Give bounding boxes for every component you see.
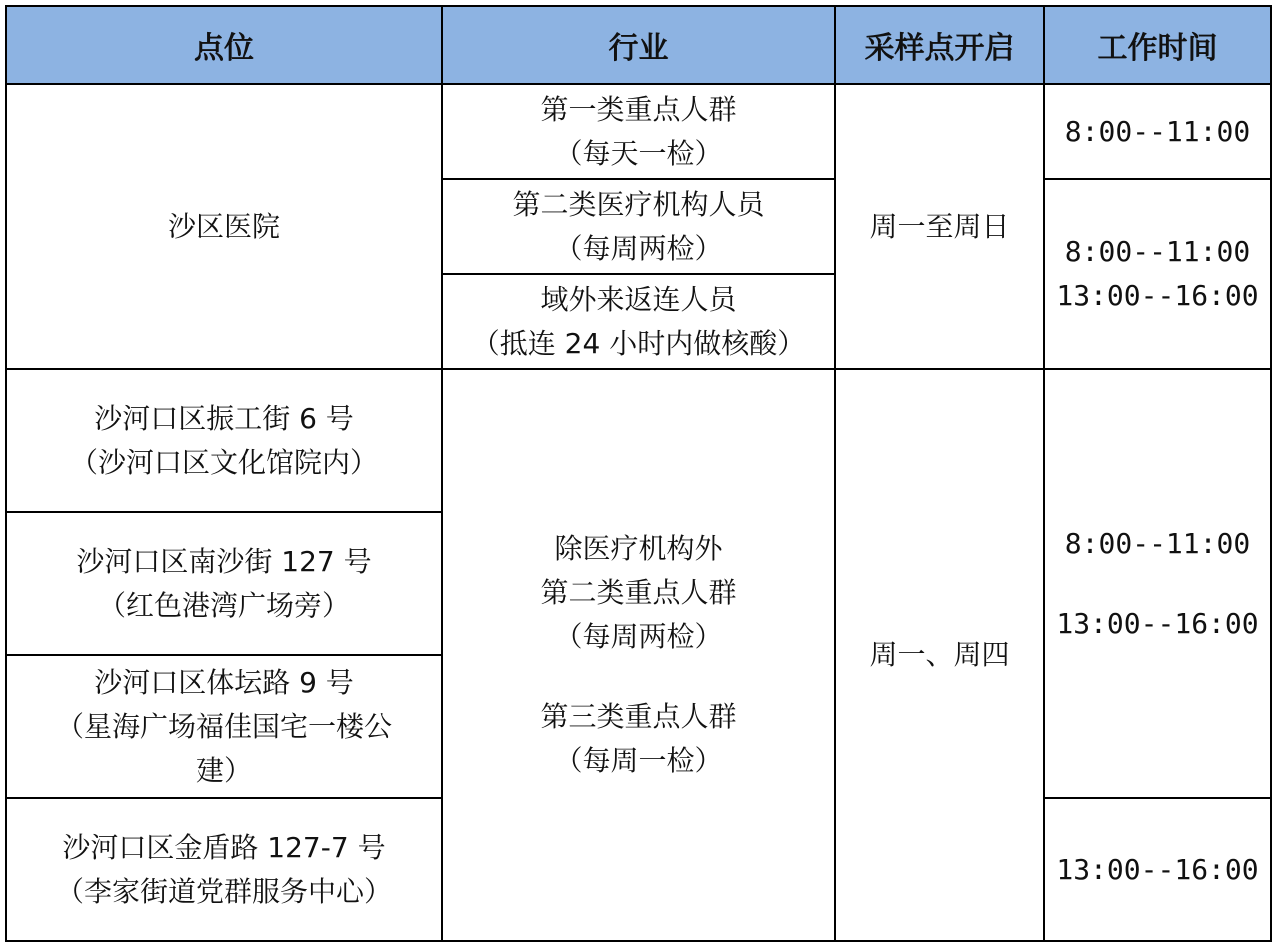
time-cell bbox=[1044, 84, 1271, 179]
days-text: 周一至周日 bbox=[869, 209, 1010, 243]
location-name: 沙区医院 bbox=[167, 209, 280, 243]
industry-line: 第二类重点人群 bbox=[540, 576, 737, 609]
location-line: （红色港湾广场旁） bbox=[97, 588, 350, 622]
days-cell bbox=[835, 84, 1044, 369]
industry-line: （每天一检） bbox=[554, 136, 723, 170]
time-text: 13:00--16:00 bbox=[1056, 606, 1259, 640]
location-cell bbox=[6, 655, 442, 798]
industry-cell bbox=[442, 179, 835, 274]
industry-cell bbox=[442, 274, 835, 369]
table-row bbox=[6, 369, 1271, 512]
location-cell bbox=[6, 512, 442, 655]
spacer bbox=[449, 659, 828, 695]
location-line: 沙河口区金盾路 127-7 号 bbox=[62, 830, 386, 864]
location-line: （沙河口区文化馆院内） bbox=[69, 445, 378, 479]
industry-line: 第一类重点人群 bbox=[540, 92, 737, 126]
header-work-time: 工作时间 bbox=[1044, 6, 1271, 84]
time-cell bbox=[1044, 369, 1271, 798]
industry-line: 域外来返连人员 bbox=[540, 282, 737, 316]
location-cell bbox=[6, 84, 442, 369]
location-line: 沙河口区振工街 6 号 bbox=[94, 401, 354, 435]
time-text: 8:00--11:00 bbox=[1064, 235, 1251, 268]
location-cell bbox=[6, 798, 442, 941]
header-site-open: 采样点开启 bbox=[835, 6, 1044, 84]
location-cell bbox=[6, 369, 442, 512]
location-line: （星海广场福佳国宅一楼公 bbox=[55, 709, 392, 743]
industry-cell bbox=[442, 84, 835, 179]
time-text: 8:00--11:00 bbox=[1064, 114, 1251, 148]
spacer bbox=[1051, 566, 1264, 602]
time-text: 13:00--16:00 bbox=[1056, 279, 1259, 312]
industry-line: （每周两检） bbox=[554, 231, 723, 265]
days-text: 周一、周四 bbox=[869, 638, 1010, 671]
header-industry: 行业 bbox=[442, 6, 835, 84]
industry-line: （每周两检） bbox=[554, 620, 723, 653]
industry-cell bbox=[442, 369, 835, 941]
header-row bbox=[6, 6, 1271, 84]
industry-line: 除医疗机构外 bbox=[554, 532, 723, 565]
time-cell bbox=[1044, 798, 1271, 941]
header-location: 点位 bbox=[6, 6, 442, 84]
location-line: 沙河口区南沙街 127 号 bbox=[76, 544, 372, 578]
industry-line: 第三类重点人群 bbox=[540, 700, 737, 733]
sampling-schedule-table bbox=[5, 5, 1272, 942]
location-line: （李家街道党群服务中心） bbox=[55, 874, 392, 908]
time-text: 13:00--16:00 bbox=[1056, 852, 1259, 886]
time-text: 8:00--11:00 bbox=[1064, 526, 1251, 560]
table-row bbox=[6, 84, 1271, 179]
location-line: 建） bbox=[195, 753, 252, 787]
industry-line: （抵连 24 小时内做核酸） bbox=[471, 326, 806, 360]
industry-line: 第二类医疗机构人员 bbox=[512, 187, 765, 221]
days-cell bbox=[835, 369, 1044, 941]
time-cell bbox=[1044, 179, 1271, 369]
location-line: 沙河口区体坛路 9 号 bbox=[94, 665, 354, 699]
industry-line: （每周一检） bbox=[554, 744, 723, 777]
